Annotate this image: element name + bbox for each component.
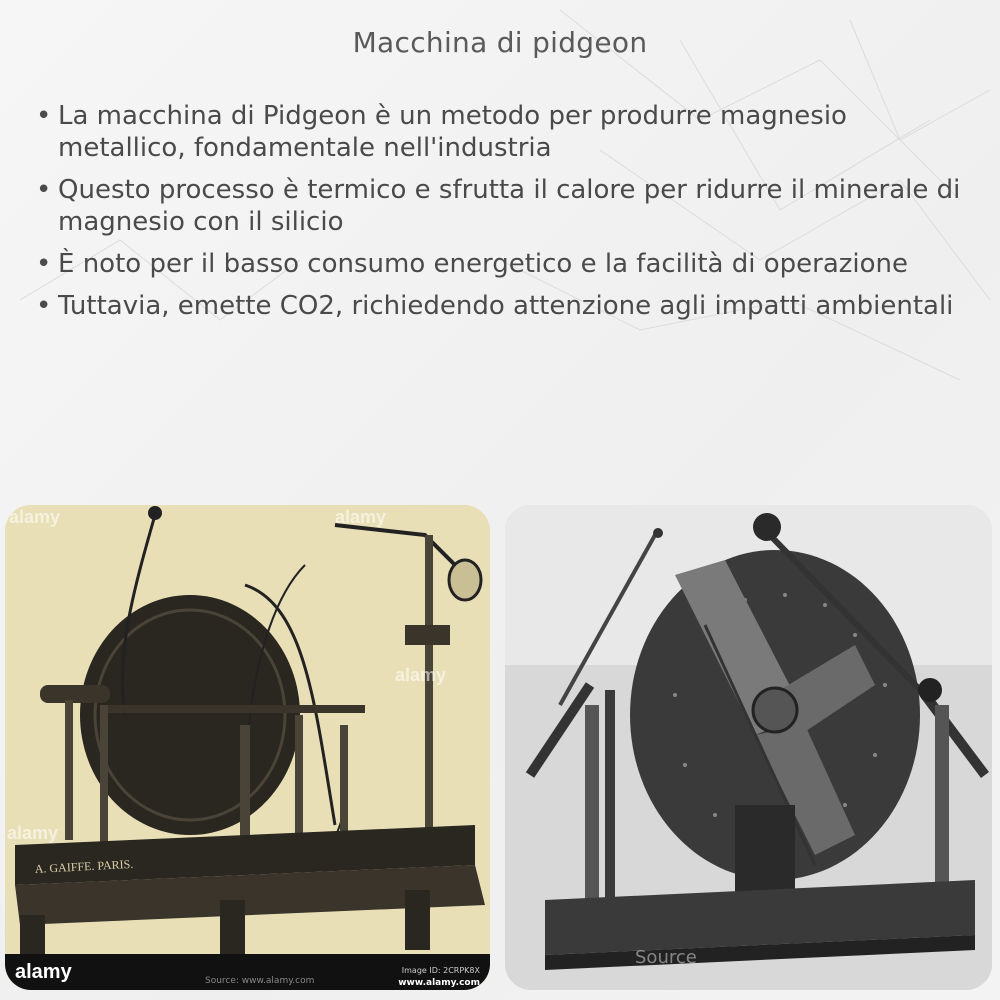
bullet-dot: •: [36, 291, 52, 321]
bullet-item: [32, 290, 962, 322]
watermark-text: alamy: [9, 507, 61, 527]
watermark-text: alamy: [395, 665, 447, 685]
bullet-item: [32, 248, 962, 280]
watermark-text: alamy: [7, 823, 59, 843]
stock-photo-footer: [5, 954, 490, 990]
watermark-text: alamy: [335, 507, 387, 527]
maker-plate: A. GAIFFE. PARIS.: [34, 856, 134, 876]
image-id: Image ID: 2CRPK8X: [401, 966, 480, 975]
source-caption: Source: www.alamy.com: [205, 976, 315, 986]
machine-photograph-image: [505, 505, 992, 990]
page-title: Macchina di pidgeon: [352, 26, 648, 59]
machine-engraving-image: [5, 505, 490, 990]
bullet-dot: •: [36, 101, 52, 131]
bullet-item: [32, 174, 962, 238]
bullet-text: Questo processo è termico e sfrutta il calore per ridurre il minerale di magnesio con il silicio: [58, 175, 961, 237]
bullet-dot: •: [36, 175, 52, 205]
bullet-dot: •: [36, 249, 52, 279]
bullet-list: [32, 100, 962, 332]
source-caption: Source: [635, 947, 697, 968]
bullet-text: È noto per il basso consumo energetico e la facilità di operazione: [58, 249, 909, 279]
alamy-url: www.alamy.com: [398, 978, 480, 988]
bullet-text: La macchina di Pidgeon è un metodo per produrre magnesio metallico, fondamentale nell'industria: [58, 101, 847, 163]
bullet-text: Tuttavia, emette CO2, richiedendo attenzione agli impatti ambientali: [58, 291, 954, 321]
bullet-item: [32, 100, 962, 164]
alamy-logo: alamy: [15, 961, 72, 983]
